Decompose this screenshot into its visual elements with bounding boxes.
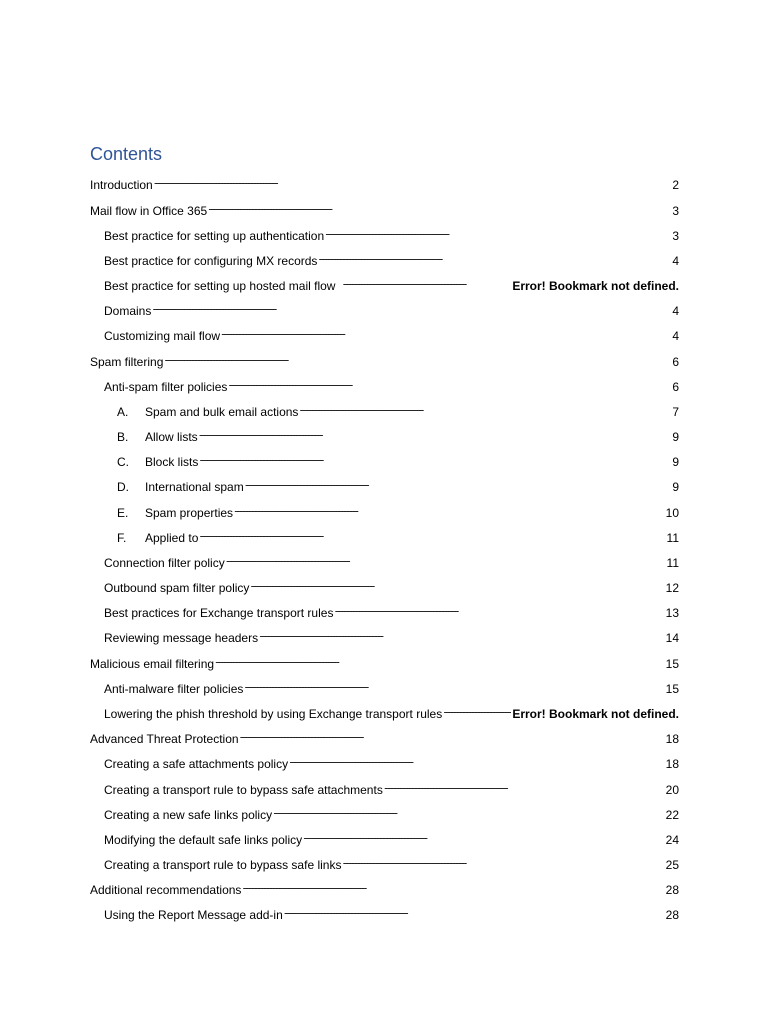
toc-entry-title: Lowering the phish threshold by using Exchange transport rules xyxy=(104,707,443,721)
toc-entry[interactable] xyxy=(104,677,679,696)
toc-entry[interactable] xyxy=(104,853,679,872)
toc-entry-letter: E. xyxy=(117,506,129,520)
toc-entry[interactable] xyxy=(117,475,679,494)
toc-entry-title: Spam and bulk email actions xyxy=(145,405,299,419)
toc-entry-title: Malicious email filtering xyxy=(90,657,215,671)
toc-entry[interactable] xyxy=(104,903,679,922)
toc-leader-dots xyxy=(303,828,665,844)
toc-entry-page: 18 xyxy=(665,732,679,746)
toc-entry-title: Creating a transport rule to bypass safe links xyxy=(104,858,342,872)
toc-entry-title: Anti-spam filter policies xyxy=(104,380,228,394)
toc-entry-page: 3 xyxy=(672,229,679,243)
toc-leader-dots xyxy=(152,299,671,315)
toc-leader-dots xyxy=(199,450,671,466)
toc-entry-title: International spam xyxy=(145,480,244,494)
toc-entry-title: Creating a safe attachments policy xyxy=(104,757,289,771)
toc-entry-title: Anti-malware filter policies xyxy=(104,682,244,696)
toc-entry-letter: F. xyxy=(117,531,127,545)
toc-entry-letter: A. xyxy=(117,405,129,419)
toc-entry-letter: C. xyxy=(117,455,129,469)
toc-entry-page: 11 xyxy=(666,556,679,570)
toc-entry[interactable] xyxy=(104,626,679,645)
toc-entry-page: 18 xyxy=(665,757,679,771)
toc-entry[interactable] xyxy=(104,274,679,293)
toc-entry-title: Best practice for setting up hosted mail flow xyxy=(104,279,336,293)
toc-leader-dots xyxy=(299,400,671,416)
toc-entry[interactable] xyxy=(104,803,679,822)
toc-entry[interactable] xyxy=(104,299,679,318)
toc-leader-dots xyxy=(208,199,671,215)
toc-entry-title: Best practice for setting up authentication xyxy=(104,229,325,243)
toc-leader-dots xyxy=(245,475,672,491)
toc-entry-letter: D. xyxy=(117,480,129,494)
toc-entry-page: 15 xyxy=(665,657,679,671)
toc-entry-title: Connection filter policy xyxy=(104,556,225,570)
toc-entry-title: Allow lists xyxy=(145,430,198,444)
toc-leader-dots xyxy=(334,601,664,617)
toc-entry-page: 15 xyxy=(665,682,679,696)
toc-leader-dots xyxy=(234,501,665,517)
toc-entry-page: 9 xyxy=(672,480,679,494)
toc-leader-dots xyxy=(443,702,511,718)
toc-leader-dots xyxy=(242,878,664,894)
toc-entry-error: Error! Bookmark not defined. xyxy=(512,279,679,293)
toc-entry-page: 20 xyxy=(665,783,679,797)
toc-entry-page: 2 xyxy=(672,178,679,192)
toc-entry-page: 10 xyxy=(665,506,679,520)
toc-entry-page: 6 xyxy=(672,380,679,394)
toc-leader-dots xyxy=(199,425,672,441)
toc-entry-title: Advanced Threat Protection xyxy=(90,732,239,746)
toc-entry[interactable] xyxy=(90,199,679,218)
toc-leader-dots xyxy=(384,778,665,794)
toc-entry[interactable] xyxy=(117,425,679,444)
toc-entry-title: Creating a transport rule to bypass safe attachments xyxy=(104,783,383,797)
toc-entry-title: Outbound spam filter policy xyxy=(104,581,250,595)
toc-entry[interactable] xyxy=(90,350,679,369)
toc-leader-dots xyxy=(228,375,671,391)
toc-entry[interactable] xyxy=(117,450,679,469)
toc-entry-title: Best practice for configuring MX records xyxy=(104,254,318,268)
toc-entry[interactable] xyxy=(104,601,679,620)
toc-entry[interactable] xyxy=(104,778,679,797)
toc-entry[interactable] xyxy=(104,249,679,268)
toc-entry-page: 4 xyxy=(672,254,679,268)
toc-entry-title: Spam filtering xyxy=(90,355,164,369)
toc-entry-page: 11 xyxy=(666,531,679,545)
toc-leader-dots xyxy=(226,551,666,567)
toc-leader-dots xyxy=(325,224,671,240)
toc-entry[interactable] xyxy=(117,526,679,545)
toc-entry-page: 4 xyxy=(672,329,679,343)
toc-entry-page: 13 xyxy=(665,606,679,620)
toc-entry[interactable] xyxy=(104,828,679,847)
toc-entry[interactable] xyxy=(104,551,679,570)
toc-entry-page: 24 xyxy=(665,833,679,847)
toc-entry-title: Mail flow in Office 365 xyxy=(90,204,208,218)
toc-entry-page: 6 xyxy=(672,355,679,369)
toc-entry-title: Best practices for Exchange transport rules xyxy=(104,606,334,620)
toc-entry-page: 14 xyxy=(665,631,679,645)
toc-entry-title: Modifying the default safe links policy xyxy=(104,833,303,847)
toc-entry-title: Spam properties xyxy=(145,506,234,520)
toc-entry-page: 12 xyxy=(665,581,679,595)
toc-leader-dots xyxy=(342,853,664,869)
toc-entry-page: 25 xyxy=(665,858,679,872)
toc-entry[interactable] xyxy=(117,501,679,520)
toc-entry-letter: B. xyxy=(117,430,129,444)
toc-leader-dots xyxy=(244,677,664,693)
toc-entry-title: Applied to xyxy=(145,531,199,545)
toc-entry-page: 9 xyxy=(672,455,679,469)
toc-leader-dots xyxy=(240,727,665,743)
toc-leader-dots xyxy=(342,274,511,290)
toc-entry[interactable] xyxy=(104,375,679,394)
toc-leader-dots xyxy=(199,526,665,542)
toc-entry[interactable] xyxy=(90,652,679,671)
toc-entry-title: Block lists xyxy=(145,455,199,469)
toc-entry-page: 28 xyxy=(665,908,679,922)
toc-entry-page: 7 xyxy=(672,405,679,419)
toc-entry-title: Domains xyxy=(104,304,152,318)
toc-entry-page: 4 xyxy=(672,304,679,318)
toc-leader-dots xyxy=(250,576,664,592)
toc-entry[interactable] xyxy=(90,173,679,192)
toc-entry-page: 22 xyxy=(665,808,679,822)
toc-leader-dots xyxy=(221,324,671,340)
toc-entry[interactable] xyxy=(104,224,679,243)
toc-leader-dots xyxy=(273,803,665,819)
toc-entry-page: 3 xyxy=(672,204,679,218)
toc-heading: Contents xyxy=(90,144,163,164)
toc-entry[interactable] xyxy=(117,400,679,419)
toc-leader-dots xyxy=(259,626,665,642)
toc-entry-title: Customizing mail flow xyxy=(104,329,221,343)
toc-entry-title: Creating a new safe links policy xyxy=(104,808,273,822)
toc-entry[interactable] xyxy=(90,878,679,897)
toc-entry[interactable] xyxy=(104,324,679,343)
toc-entry-title: Using the Report Message add-in xyxy=(104,908,283,922)
toc-entry[interactable] xyxy=(104,752,679,771)
toc-entry-title: Introduction xyxy=(90,178,153,192)
toc-entry-page: 9 xyxy=(672,430,679,444)
toc-entry-title: Reviewing message headers xyxy=(104,631,259,645)
toc-entry-title: Additional recommendations xyxy=(90,883,242,897)
toc-leader-dots xyxy=(289,752,665,768)
toc-entry[interactable] xyxy=(90,727,679,746)
toc-leader-dots xyxy=(164,350,671,366)
toc-entry[interactable] xyxy=(104,702,679,721)
toc-entry-error: Error! Bookmark not defined. xyxy=(512,707,679,721)
toc-leader-dots xyxy=(284,903,665,919)
toc-leader-dots xyxy=(318,249,671,265)
toc-entry[interactable] xyxy=(104,576,679,595)
toc-leader-dots xyxy=(215,652,665,668)
toc-leader-dots xyxy=(154,173,672,189)
toc-entry-page: 28 xyxy=(665,883,679,897)
